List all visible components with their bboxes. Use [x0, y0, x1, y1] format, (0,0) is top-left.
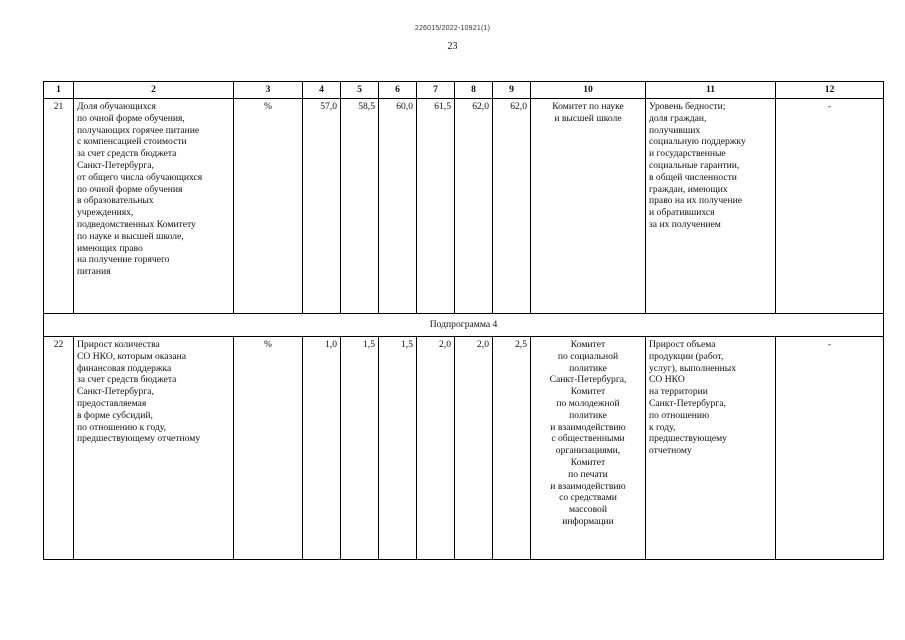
- header-cell: 3: [234, 82, 303, 99]
- value-cell: 1,5: [341, 337, 379, 560]
- value-cell: 62,0: [455, 99, 493, 314]
- unit-cell: %: [234, 337, 303, 560]
- header-cell: 11: [646, 82, 776, 99]
- indicator-description: Прирост количества СО НКО, которым оказана финансовая поддержка за счет средств бюджета Санкт-Петербурга, предоставляемая в форме субсидий, по отношению к году, предшествующему отчетному: [74, 337, 234, 560]
- header-cell: 1: [44, 82, 74, 99]
- header-cell: 5: [341, 82, 379, 99]
- header-cell: 8: [455, 82, 493, 99]
- header-cell: 6: [379, 82, 417, 99]
- header-cell: 4: [303, 82, 341, 99]
- header-row: [44, 82, 884, 99]
- value-cell: 1,5: [379, 337, 417, 560]
- responsible-cell: Комитет по социальной политике Санкт-Петербурга, Комитет по молодежной политике и взаимодействию с общественными организациями, Комитет по печати и взаимодействию со средствами массовой информации: [531, 337, 646, 560]
- header-cell: 12: [776, 82, 884, 99]
- row-number: 22: [44, 337, 74, 560]
- note-cell: -: [776, 337, 884, 560]
- note-cell: -: [776, 99, 884, 314]
- document-code: 226015/2022-10921(1): [414, 25, 491, 32]
- indicator-cell: Прирост объема продукции (работ, услуг), выполненных СО НКО на территории Санкт-Петербурга, по отношению к году, предшествующему отчетному: [646, 337, 776, 560]
- row-number: 21: [44, 99, 74, 314]
- header-cell: 7: [417, 82, 455, 99]
- page-number: 23: [447, 41, 458, 52]
- unit-cell: %: [234, 99, 303, 314]
- value-cell: 58,5: [341, 99, 379, 314]
- value-cell: 60,0: [379, 99, 417, 314]
- value-cell: 2,0: [417, 337, 455, 560]
- value-cell: 2,0: [455, 337, 493, 560]
- value-cell: 2,5: [493, 337, 531, 560]
- header-cell: 2: [74, 82, 234, 99]
- value-cell: 57,0: [303, 99, 341, 314]
- indicator-cell: Уровень бедности; доля граждан, получивших социальную поддержку и государственные социальные гарантии, в общей численности граждан, имеющих право на их получение и обратившихся за их получением: [646, 99, 776, 314]
- value-cell: 61,5: [417, 99, 455, 314]
- value-cell: 1,0: [303, 337, 341, 560]
- indicators-table: [43, 81, 884, 560]
- header-cell: 10: [531, 82, 646, 99]
- responsible-cell: Комитет по науке и высшей школе: [531, 99, 646, 314]
- table-row: [44, 337, 884, 560]
- subprogram-title: Подпрограмма 4: [44, 314, 884, 337]
- value-cell: 62,0: [493, 99, 531, 314]
- indicator-description: Доля обучающихся по очной форме обучения, получающих горячее питание с компенсацией стоимости за счет средств бюджета Санкт-Петербурга, от общего числа обучающихся по очной форме обучения в образовательных учреждениях, подведомственных Комитету по науке и высшей школе, имеющих право на получение горячего питания: [74, 99, 234, 314]
- subprogram-row: [44, 314, 884, 337]
- header-cell: 9: [493, 82, 531, 99]
- table-row: [44, 99, 884, 314]
